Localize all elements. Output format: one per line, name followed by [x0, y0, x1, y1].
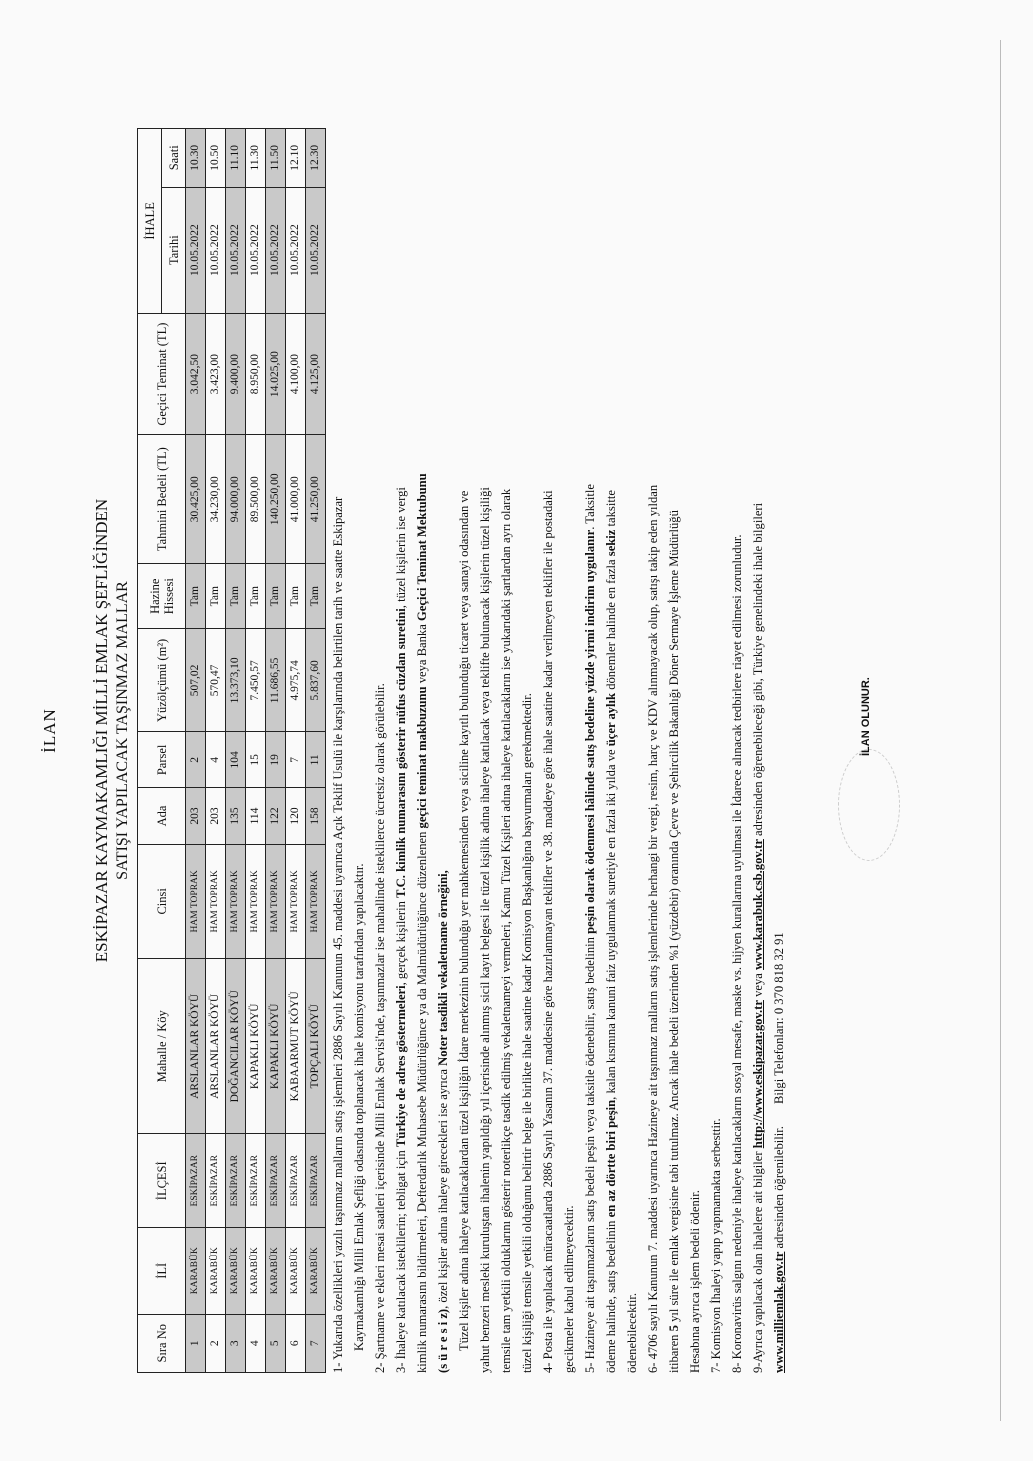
page-edge-line — [1000, 40, 1001, 1421]
cell-yuzolcumu: 13.373,10 — [226, 629, 246, 732]
col-header-ilcesi: İLÇESİ — [138, 1134, 186, 1228]
link-eskipazar[interactable]: http://www.eskipazar.gov.tr — [751, 1000, 765, 1149]
cell-mahalle: KAPAKLI KÖYÜ — [266, 959, 286, 1134]
cell-ilce: ESKİPAZAR — [306, 1134, 326, 1228]
note-9: 9-Ayrıca yapılacak olan ihalelere ait bilgiler http://www.eskipazar.gov.tr veya www.karabuk.csb.gov.tr adresinden öğrenebileceği gibi, Türkiye genelindeki ihale bilgileri — [751, 502, 765, 1373]
cell-cinsi: HAM TOPRAK — [206, 844, 226, 959]
note-7: 7- Komisyon İhaleyi yapıp yapmamakta serbesttir. — [709, 1118, 723, 1373]
note-1: 1- Yukarıda özellikleri yazılı taşınmaz malların satış işlemleri 2886 Sayılı Kanunun 45. maddesi uyarınca Açık Teklif Usulü ile karşılarında belirtilen tarih ve saatte Eskipazar — [331, 496, 345, 1373]
table-row — [306, 129, 326, 1373]
cell-tahmini: 140.250,00 — [266, 435, 286, 564]
cell-hazine: Tam — [306, 563, 326, 628]
note-4-cont: gecikmeler kabul edilmeyecektir. — [562, 1205, 576, 1373]
cell-yuzolcumu: 11.686,55 — [266, 629, 286, 732]
cell-mahalle: TOPÇALI KÖYÜ — [306, 959, 326, 1134]
table-row — [206, 129, 226, 1373]
cell-gecici: 4.100,00 — [286, 313, 306, 435]
cell-ada: 203 — [206, 788, 226, 844]
cell-yuzolcumu: 570,47 — [206, 629, 226, 732]
note-5-line2: ödeme halinde, satış bedelinin en az dörtte biri peşin, kalan kısmına kanuni faiz uygulanmak suretiyle en fazla iki yılda ve üçer aylık dönemler halinde en fazla sekiz taksitte — [604, 490, 618, 1373]
cell-ilce: ESKİPAZAR — [286, 1134, 306, 1228]
col-header-cinsi: Cinsi — [138, 844, 186, 959]
link-milliemlak[interactable]: www.milliemlak.gov.tr — [772, 1251, 786, 1373]
cell-il: KARABÜK — [206, 1228, 226, 1315]
cell-parsel: 15 — [246, 732, 266, 788]
cell-ilce: ESKİPAZAR — [206, 1134, 226, 1228]
cell-il: KARABÜK — [186, 1228, 206, 1315]
cell-hazine: Tam — [226, 563, 246, 628]
cell-cinsi: HAM TOPRAK — [246, 844, 266, 959]
col-header-tahmini: Tahmini Bedeli (TL) — [138, 435, 186, 564]
cell-no: 4 — [246, 1314, 266, 1372]
col-header-saati: Saati — [162, 129, 186, 188]
cell-no: 3 — [226, 1314, 246, 1372]
cell-saat: 12.30 — [306, 129, 326, 188]
cell-yuzolcumu: 4.975,74 — [286, 629, 306, 732]
cell-mahalle: KAPAKLI KÖYÜ — [246, 959, 266, 1134]
cell-saat: 10.30 — [186, 129, 206, 188]
cell-saat: 10.50 — [206, 129, 226, 188]
cell-no: 6 — [286, 1314, 306, 1372]
cell-ada: 114 — [246, 788, 266, 844]
cell-saat: 11.30 — [246, 129, 266, 188]
table-row — [226, 129, 246, 1373]
cell-mahalle: ARSLANLAR KÖYÜ — [186, 959, 206, 1134]
table-header-row — [138, 129, 162, 1373]
cell-parsel: 104 — [226, 732, 246, 788]
cell-il: KARABÜK — [286, 1228, 306, 1315]
cell-il: KARABÜK — [226, 1228, 246, 1315]
note-3-line2: kimlik numarasını bildirmeleri, Defterdarlık Muhasebe Müdürlüğünce ya da Malmüdürlüğünce düzenlenen geçici teminat makbuzunu veya Banka Geçici Teminat Mektubunu — [415, 473, 429, 1373]
note-2: 2- Şartname ve ekleri mesai saatleri içerisinde Milli Emlak Servisi'nde, taşınmazlar ise mahallinde isteklilerce ücretsiz olarak görülebilir. — [373, 683, 387, 1373]
cell-hazine: Tam — [286, 563, 306, 628]
cell-mahalle: DOĞANCILAR KÖYÜ — [226, 959, 246, 1134]
col-header-gecici: Geçici Teminat (TL) — [138, 313, 186, 435]
cell-gecici: 8.950,00 — [246, 313, 266, 435]
cell-gecici: 3.423,00 — [206, 313, 226, 435]
note-3-line7: tüzel kişiliği temsile yetkili olduğunu belirtir belge ile birlikte ihale saatine kadar Komisyon Başkanlığına başvurmaları gerekmektedir. — [520, 693, 534, 1373]
note-6: 6- 4706 sayılı Kanunun 7. maddesi uyarınca Hazineye ait taşınmaz malların satış işlemlerinde herhangi bir vergi, resim, harç ve KDV alınmayacak olup, satışı takip eden yıldan — [646, 484, 660, 1373]
cell-ilce: ESKİPAZAR — [186, 1134, 206, 1228]
document-title: ESKİPAZAR KAYMAKAMLIĞI MİLLİ EMLAK ŞEFLİĞİNDEN — [92, 498, 111, 963]
cell-parsel: 11 — [306, 732, 326, 788]
note-1-cont: Kaymakamlığı Milli Emlak Şefliği odasında toplanacak ihale komisyonu tarafından yapılacaktır. — [352, 863, 366, 1351]
cell-no: 1 — [186, 1314, 206, 1372]
col-header-parsel: Parsel — [138, 732, 186, 788]
cell-tarih: 10.05.2022 — [246, 187, 266, 313]
cell-il: KARABÜK — [266, 1228, 286, 1315]
property-table — [137, 128, 326, 1373]
note-3-line4: Tüzel kişiler adına ihaleye katılacaklardan tüzel kişiliğin İdare merkezinin bulunduğu yer mahkemesinden veya siciline kayıtlı bulunduğu ticaret veya sanayi odasından ve — [457, 490, 471, 1351]
cell-mahalle: ARSLANLAR KÖYÜ — [206, 959, 226, 1134]
cell-gecici: 4.125,00 — [306, 313, 326, 435]
cell-parsel: 2 — [186, 732, 206, 788]
cell-il: KARABÜK — [306, 1228, 326, 1315]
cell-ilce: ESKİPAZAR — [246, 1134, 266, 1228]
phone-info: Bilgi Telefonları: 0 370 818 32 91 — [772, 932, 786, 1104]
cell-yuzolcumu: 507,02 — [186, 629, 206, 732]
cell-yuzolcumu: 7.450,57 — [246, 629, 266, 732]
note-3-line5: yahut benzeri mesleki kuruluştan ihalenin yapıldığı yıl içerisinde alınmış sicil kayıt belgesi ile tüzel kişilik adına ihaleye katılacak veya teklifte bulunacak kişilerin tüzel kişiliği — [478, 487, 492, 1373]
cell-hazine: Tam — [186, 563, 206, 628]
terms-section — [328, 108, 790, 1373]
note-4: 4- Posta ile yapılacak müracaatlarda 2886 Sayılı Yasanın 37. maddesine göre hazırlanmayan teklifler ve 38. maddeye göre ihale saatine kadar verilmeyen teklifler ile postadaki — [541, 490, 555, 1373]
cell-tahmini: 34.230,00 — [206, 435, 226, 564]
cell-il: KARABÜK — [246, 1228, 266, 1315]
cell-ada: 120 — [286, 788, 306, 844]
cell-cinsi: HAM TOPRAK — [186, 844, 206, 959]
cell-ada: 158 — [306, 788, 326, 844]
table-row — [186, 129, 206, 1373]
closing-text: İLAN OLUNUR. — [860, 677, 872, 756]
table-row — [286, 129, 306, 1373]
cell-ada: 122 — [266, 788, 286, 844]
cell-gecici: 9.400,00 — [226, 313, 246, 435]
announcement-heading: İLAN — [40, 708, 59, 753]
cell-gecici: 3.042,50 — [186, 313, 206, 435]
col-header-ili: İLİ — [138, 1228, 186, 1315]
table-row — [246, 129, 266, 1373]
cell-tarih: 10.05.2022 — [226, 187, 246, 313]
col-header-sira: Sıra No — [138, 1314, 186, 1372]
cell-cinsi: HAM TOPRAK — [226, 844, 246, 959]
cell-tahmini: 30.425,00 — [186, 435, 206, 564]
col-header-mahalle: Mahalle / Köy — [138, 959, 186, 1134]
col-header-ada: Ada — [138, 788, 186, 844]
cell-tahmini: 89.500,00 — [246, 435, 266, 564]
note-3: 3- İhaleye katılacak isteklilerin; tebligat için Türkiye de adres göstermeleri, gerçek kişilerin T.C. kimlik numarasını gösterir nüfus cüzdan suretini, tüzel kişilerin ise vergi — [394, 487, 408, 1373]
col-header-ihale: İHALE — [138, 129, 162, 314]
cell-no: 2 — [206, 1314, 226, 1372]
cell-parsel: 7 — [286, 732, 306, 788]
cell-ada: 135 — [226, 788, 246, 844]
note-8: 8- Koronavirüs salgını nedeniyle ihaleye katılacakların sosyal mesafe, maske vs. hijyen kurallarına uyulması ile İdarece alınacak tedbirlere riayet edilmesi zorunludur. — [730, 534, 744, 1373]
document-subtitle: SATIŞI YAPILACAK TAŞINMAZ MALLAR — [114, 581, 131, 880]
cell-hazine: Tam — [206, 563, 226, 628]
note-5: 5- Hazineye ait taşınmazların satış bedeli peşin veya taksitle ödenebilir, satış bedelinin peşin olarak ödenmesi hâlinde satış bedeline yüzde yirmi indirim uygulanır. Taksitle — [583, 484, 597, 1373]
cell-tarih: 10.05.2022 — [266, 187, 286, 313]
cell-gecici: 14.025,00 — [266, 313, 286, 435]
col-header-yuzolcumu: Yüzölçümü (m²) — [138, 629, 186, 732]
cell-ilce: ESKİPAZAR — [266, 1134, 286, 1228]
cell-tarih: 10.05.2022 — [286, 187, 306, 313]
note-5-line3: ödenebilecektir. — [625, 1292, 639, 1373]
cell-cinsi: HAM TOPRAK — [286, 844, 306, 959]
cell-parsel: 4 — [206, 732, 226, 788]
note-3-line3: (s ü r e s i z), özel kişiler adına ihaleye girecekleri ise ayrıca Noter tasdikli vekaletname örneğini, — [436, 870, 450, 1373]
faded-stamp — [838, 749, 900, 861]
cell-cinsi: HAM TOPRAK — [266, 844, 286, 959]
cell-tarih: 10.05.2022 — [186, 187, 206, 313]
cell-tarih: 10.05.2022 — [306, 187, 326, 313]
cell-tahmini: 94.000,00 — [226, 435, 246, 564]
cell-tahmini: 41.000,00 — [286, 435, 306, 564]
cell-parsel: 19 — [266, 732, 286, 788]
cell-saat: 11.50 — [266, 129, 286, 188]
note-3-line6: temsile tam yetkili olduklarını gösterir noterlikçe tasdik edilmiş vekaletnameyi vermeleri, Kamu Tüzel Kişileri adına ihaleye katılacakların ise yukarıdaki şartlardan ayrı olarak — [499, 488, 513, 1373]
cell-mahalle: KABAARMUT KÖYÜ — [286, 959, 306, 1134]
cell-saat: 11.10 — [226, 129, 246, 188]
cell-yuzolcumu: 5.837,60 — [306, 629, 326, 732]
table-row — [266, 129, 286, 1373]
link-karabuk-csb[interactable]: www.karabuk.csb.gov.tr — [751, 839, 765, 970]
cell-cinsi: HAM TOPRAK — [306, 844, 326, 959]
cell-hazine: Tam — [246, 563, 266, 628]
cell-ilce: ESKİPAZAR — [226, 1134, 246, 1228]
col-header-hazine: Hazine Hissesi — [138, 563, 186, 628]
col-header-tarihi: Tarihi — [162, 187, 186, 313]
cell-tarih: 10.05.2022 — [206, 187, 226, 313]
cell-hazine: Tam — [266, 563, 286, 628]
cell-ada: 203 — [186, 788, 206, 844]
cell-no: 7 — [306, 1314, 326, 1372]
cell-tahmini: 41.250,00 — [306, 435, 326, 564]
note-6-line3: Hesabına ayrıca işlem bedeli ödenir. — [688, 1190, 702, 1373]
note-9-line2: www.milliemlak.gov.tr adresinden öğrenilebilir. Bilgi Telefonları: 0 370 818 32 91 — [772, 932, 786, 1373]
cell-saat: 12.10 — [286, 129, 306, 188]
cell-no: 5 — [266, 1314, 286, 1372]
note-6-line2: itibaren 5 yıl süre ile emlak vergisine tabi tutulmaz. Ancak ihale bedeli üzerinden %1 (yüzdebir) oranında Çevre ve Şehircilik Bakanlığı Döner Sermaye İşleme Müdürlüğü — [667, 510, 681, 1373]
